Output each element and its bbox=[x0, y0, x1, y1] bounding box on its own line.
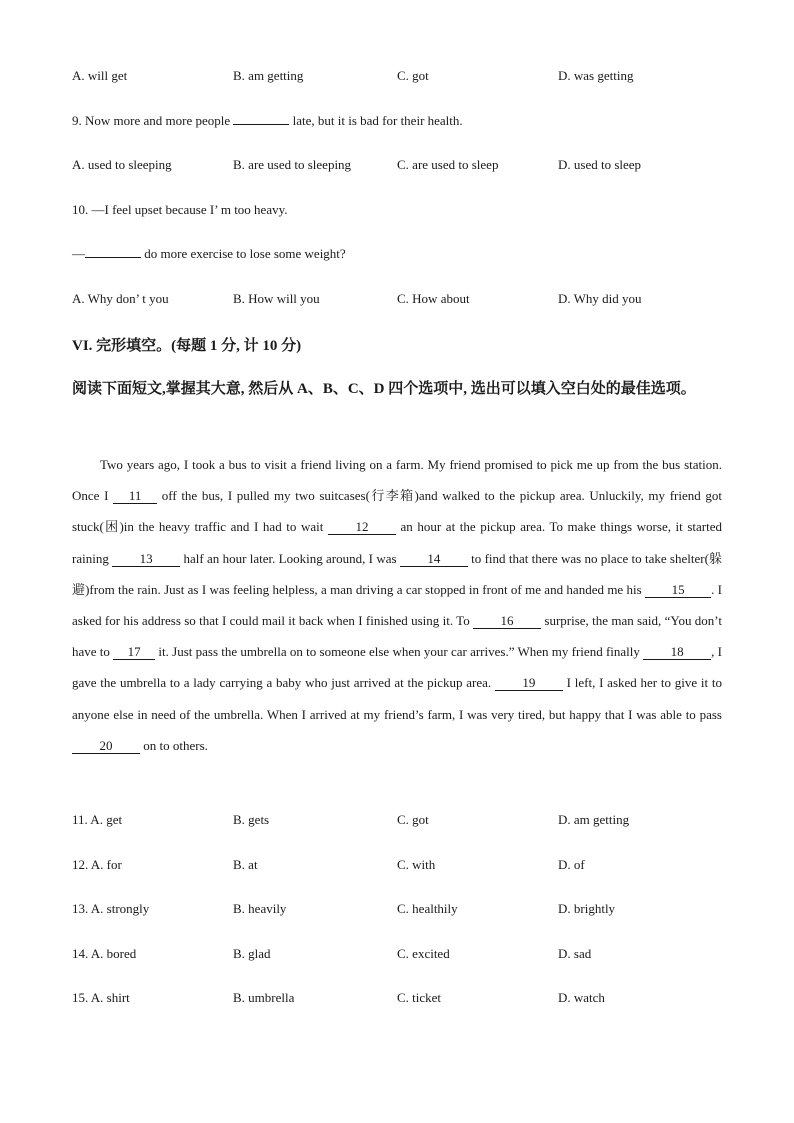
q12-option-a: 12. A. for bbox=[72, 857, 122, 872]
section-title: VI. 完形填空。(每题 1 分, 计 10 分) bbox=[72, 338, 302, 354]
q10-option-d: D. Why did you bbox=[558, 291, 642, 306]
q13-option-b: B. heavily bbox=[233, 901, 287, 916]
q15-option-c: C. ticket bbox=[397, 990, 442, 1005]
blank-17: 17 bbox=[113, 645, 155, 660]
q9-stem-after: late, but it is bad for their health. bbox=[289, 113, 463, 128]
q13-option-a: 13. A. strongly bbox=[72, 901, 150, 916]
q12-option-c: C. with bbox=[397, 857, 436, 872]
passage-text: surprise, the man said, “You don’t have to bbox=[72, 613, 722, 660]
passage-text: on to others. bbox=[140, 737, 208, 753]
q11-options bbox=[72, 812, 732, 832]
q9-options bbox=[72, 157, 732, 177]
q10-option-c: C. How about bbox=[397, 291, 470, 306]
q8-option-b: B. am getting bbox=[233, 68, 304, 83]
q8-option-c: C. got bbox=[397, 68, 429, 83]
q14-option-c: C. excited bbox=[397, 946, 450, 961]
passage-text: off the bus, I pulled my two suitcases(行李箱)and walked to the pickup area. Unluckily, my friend got stuck(困)in the heavy traffic and I had to wait bbox=[72, 488, 723, 535]
q15-options bbox=[72, 990, 732, 1010]
q9-blank bbox=[233, 124, 289, 125]
blank-16: 16 bbox=[473, 614, 541, 629]
passage-text: I left, I asked her to give it to anyone else in need of the umbrella. When I arrived at my friend’s farm, I was very tired, but happy that I was able to pass bbox=[72, 675, 722, 722]
q12-options bbox=[72, 857, 732, 877]
q12-option-d: D. of bbox=[558, 857, 585, 872]
passage-text: an hour at the pickup area. To make things worse, it started raining bbox=[72, 519, 723, 566]
q14-option-b: B. glad bbox=[233, 946, 271, 961]
q9-stem-before: 9. Now more and more people bbox=[72, 113, 234, 128]
q12-option-b: B. at bbox=[233, 857, 258, 872]
section-instruction: 阅读下面短文,掌握其大意, 然后从 A、B、C、D 四个选项中, 选出可以填入空白处的最佳选项。 bbox=[72, 381, 696, 397]
q13-option-d: D. brightly bbox=[558, 901, 616, 916]
passage-text: it. Just pass the umbrella on to someone else when your car arrives.” When my friend finally bbox=[155, 644, 644, 660]
blank-11: 11 bbox=[113, 489, 157, 504]
q15-option-b: B. umbrella bbox=[233, 990, 295, 1005]
blank-19: 19 bbox=[495, 676, 563, 691]
q15-option-a: 15. A. shirt bbox=[72, 990, 130, 1005]
q10-options bbox=[72, 291, 732, 311]
q8-option-d: D. was getting bbox=[558, 68, 634, 83]
q10-line2-after: do more exercise to lose some weight? bbox=[141, 246, 346, 261]
q10-blank bbox=[85, 257, 141, 258]
q9-stem bbox=[72, 113, 463, 129]
passage-text: half an hour later. Looking around, I was bbox=[180, 550, 400, 566]
q14-options bbox=[72, 946, 732, 966]
blank-13: 13 bbox=[112, 552, 180, 567]
q14-option-d: D. sad bbox=[558, 946, 592, 961]
cloze-passage bbox=[72, 449, 722, 761]
q11-option-c: C. got bbox=[397, 812, 429, 827]
q9-option-d: D. used to sleep bbox=[558, 157, 642, 172]
q13-options bbox=[72, 901, 732, 921]
q9-option-b: B. are used to sleeping bbox=[233, 157, 352, 172]
q11-option-a: 11. A. get bbox=[72, 812, 123, 827]
q10-dash: — bbox=[72, 246, 85, 261]
blank-15: 15 bbox=[645, 583, 711, 598]
q9-option-c: C. are used to sleep bbox=[397, 157, 499, 172]
passage-text: , I gave the umbrella to a lady carrying a baby who just arrived at the pickup area. bbox=[72, 644, 722, 691]
blank-14: 14 bbox=[400, 552, 468, 567]
passage-text: Two years ago, I took a bus to visit a friend living on a farm. My friend promised to pick me up from the bus station. Once I bbox=[72, 457, 722, 504]
q11-option-b: B. gets bbox=[233, 812, 270, 827]
q10-option-a: A. Why don’ t you bbox=[72, 291, 169, 306]
blank-20: 20 bbox=[72, 739, 140, 754]
q8-option-a: A. will get bbox=[72, 68, 128, 83]
q10-line1: 10. —I feel upset because I’ m too heavy. bbox=[72, 202, 288, 217]
blank-18: 18 bbox=[643, 645, 711, 660]
q8-options bbox=[72, 68, 732, 88]
blank-12: 12 bbox=[328, 520, 396, 535]
q9-option-a: A. used to sleeping bbox=[72, 157, 172, 172]
passage-text: . I asked for his address so that I could mail it back when I finished using it. To bbox=[72, 581, 722, 629]
passage-text: to find that there was no place to take shelter(躲避)from the rain. Just as I was feeling helpless, a man driving a car stopped in front of me and handed me his bbox=[72, 550, 722, 597]
q10-option-b: B. How will you bbox=[233, 291, 320, 306]
q11-option-d: D. am getting bbox=[558, 812, 630, 827]
q13-option-c: C. healthily bbox=[397, 901, 458, 916]
q14-option-a: 14. A. bored bbox=[72, 946, 137, 961]
q15-option-d: D. watch bbox=[558, 990, 605, 1005]
q10-line2 bbox=[72, 246, 346, 262]
